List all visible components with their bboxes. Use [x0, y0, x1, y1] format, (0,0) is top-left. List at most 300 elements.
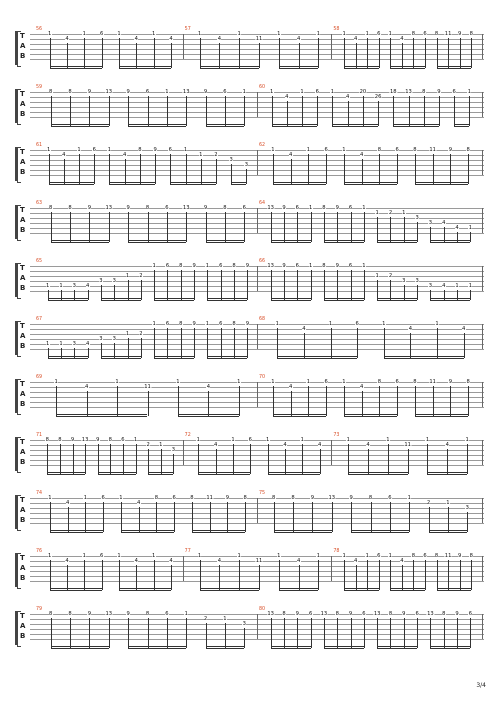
fret-number: 1: [205, 263, 210, 269]
note-stem: [427, 444, 428, 474]
note-stem: [302, 444, 303, 474]
fret-number: 1: [199, 152, 203, 158]
note-beam: [170, 182, 216, 183]
fret-number: 9: [96, 437, 100, 443]
barline: [482, 440, 483, 465]
fret-number: 11: [429, 379, 436, 385]
fret-number: 4: [85, 341, 90, 347]
fret-number: 1: [237, 553, 241, 559]
note-stem: [468, 386, 469, 416]
note-beam: [109, 184, 155, 185]
note-stem: [109, 96, 110, 126]
note-beam: [348, 474, 407, 475]
note-beam: [274, 530, 332, 531]
tab-clef-letter: T: [20, 438, 25, 446]
tab-clef: [14, 378, 28, 414]
fret-number: 1: [54, 379, 58, 385]
fret-number: 8: [68, 611, 72, 617]
fret-number: 8: [45, 437, 49, 443]
staff-line: [30, 59, 484, 60]
measure-number: 79: [36, 607, 43, 612]
fret-number: 6: [377, 553, 381, 559]
fret-number: 4: [318, 442, 322, 448]
fret-number: 1: [197, 31, 202, 37]
note-stem: [467, 444, 468, 474]
fret-number: 1: [300, 437, 304, 443]
note-stem: [367, 560, 368, 590]
note-beam: [48, 356, 88, 357]
note-beam: [178, 414, 239, 415]
fret-number: 1: [435, 321, 439, 327]
note-stem: [379, 386, 380, 416]
note-beam: [192, 532, 245, 533]
note-stem: [136, 43, 137, 68]
tab-clef-letter: B: [20, 168, 26, 176]
note-stem: [284, 212, 285, 242]
tab-clef-letter: T: [20, 90, 25, 98]
fret-number: 1: [125, 331, 130, 337]
fret-number: 13: [320, 611, 328, 617]
fret-number: 1: [275, 321, 279, 327]
note-stem: [103, 502, 104, 532]
note-stem: [388, 444, 389, 474]
note-stem: [318, 560, 319, 590]
fret-number: 6: [295, 205, 299, 211]
note-stem: [425, 38, 426, 68]
note-beam: [128, 646, 186, 647]
fret-number: 13: [267, 263, 274, 269]
fret-number: 2: [139, 331, 143, 337]
note-beam: [119, 68, 171, 69]
measure-number: 72: [184, 433, 191, 438]
note-stem: [178, 386, 179, 416]
barline: [257, 150, 258, 175]
note-beam: [279, 66, 319, 67]
fret-number: 1: [82, 553, 86, 559]
tab-clef-letter: A: [20, 42, 26, 50]
fret-number: 6: [415, 611, 419, 617]
fret-number: 3: [415, 278, 419, 284]
fret-number: 1: [152, 321, 156, 327]
note-stem: [390, 280, 391, 300]
fret-number: 4: [302, 326, 306, 332]
staff-line: [30, 233, 484, 234]
note-stem: [326, 154, 327, 184]
fret-number: 9: [295, 611, 299, 617]
note-beam: [49, 184, 95, 185]
tab-clef-letter: T: [20, 612, 25, 620]
measure-number: 69: [36, 375, 43, 380]
fret-number: 8: [466, 147, 470, 153]
fret-number: 1: [242, 89, 246, 95]
fret-number: 20: [359, 89, 367, 95]
fret-number: 8: [422, 89, 426, 95]
note-stem: [233, 444, 234, 474]
note-stem: [297, 618, 298, 648]
fret-number: 13: [267, 205, 274, 211]
fret-number: 4: [359, 384, 364, 390]
note-beam: [128, 648, 186, 649]
note-stem: [271, 618, 272, 648]
note-stem: [194, 270, 195, 300]
note-beam: [154, 300, 194, 301]
note-beam: [206, 242, 245, 243]
fret-number: 6: [395, 147, 399, 153]
note-stem: [239, 386, 240, 416]
barline: [183, 440, 184, 465]
staff-line: [30, 291, 484, 292]
note-beam: [148, 472, 173, 473]
fret-number: 6: [172, 495, 176, 501]
fret-number: 9: [87, 611, 92, 617]
note-stem: [409, 502, 410, 532]
fret-number: 4: [288, 152, 293, 158]
fret-number: 8: [368, 495, 373, 501]
note-beam: [273, 182, 326, 183]
barline: [257, 614, 258, 639]
fret-number: 9: [126, 205, 130, 211]
fret-number: 1: [119, 495, 123, 501]
fret-number: 1: [308, 205, 313, 211]
note-stem: [409, 96, 410, 126]
note-stem: [364, 270, 365, 300]
note-stem: [89, 618, 90, 648]
note-beam: [348, 472, 407, 473]
note-beam: [198, 472, 250, 473]
note-stem: [221, 270, 222, 300]
fret-number: 6: [388, 495, 392, 501]
note-stem: [348, 444, 349, 474]
note-stem: [271, 270, 272, 300]
fret-number: 8: [413, 147, 417, 153]
fret-number: 6: [219, 321, 223, 327]
tab-clef: [14, 494, 28, 530]
note-beam: [324, 240, 364, 241]
fret-number: 1: [266, 437, 270, 443]
note-stem: [417, 222, 418, 242]
fret-number: 2: [388, 273, 393, 279]
note-stem: [437, 560, 438, 590]
note-beam: [231, 182, 246, 183]
fret-number: 4: [455, 225, 459, 231]
note-stem: [367, 38, 368, 68]
note-beam: [384, 358, 464, 359]
note-stem: [397, 386, 398, 416]
fret-number: 1: [425, 437, 430, 443]
note-beam: [231, 184, 246, 185]
fret-number: 2: [426, 500, 431, 506]
note-stem: [68, 507, 69, 532]
barline: [482, 266, 483, 291]
fret-number: 1: [117, 31, 121, 37]
fret-number: 6: [355, 321, 359, 327]
fret-number: 4: [169, 558, 173, 564]
note-stem: [50, 38, 51, 68]
fret-number: 6: [121, 437, 125, 443]
note-stem: [448, 507, 449, 532]
note-beam: [207, 356, 247, 357]
note-beam: [200, 66, 259, 67]
measure-number: 57: [184, 27, 191, 32]
fret-number: 1: [48, 31, 52, 37]
note-stem: [348, 101, 349, 126]
note-stem: [299, 565, 300, 590]
fret-number: 9: [448, 379, 453, 385]
fret-number: 1: [277, 31, 281, 37]
note-beam: [128, 242, 186, 243]
note-stem: [51, 212, 52, 242]
fret-number: 8: [145, 205, 150, 211]
note-stem: [109, 212, 110, 242]
fret-number: 3: [415, 215, 419, 221]
fret-number: 4: [62, 152, 66, 158]
note-stem: [311, 618, 312, 648]
fret-number: 9: [192, 263, 196, 269]
fret-number: 9: [282, 205, 286, 211]
barline: [257, 382, 258, 407]
barline: [482, 92, 483, 117]
note-beam: [51, 124, 109, 125]
note-stem: [259, 565, 260, 590]
measure-number: 58: [333, 27, 340, 32]
staff-line: [30, 34, 484, 35]
fret-number: 9: [335, 205, 339, 211]
note-stem: [317, 96, 318, 126]
note-stem: [186, 96, 187, 126]
note-stem: [279, 560, 280, 590]
note-stem: [390, 618, 391, 648]
tab-system: [14, 317, 484, 356]
note-stem: [84, 38, 85, 68]
note-stem: [64, 159, 65, 184]
fret-number: 9: [458, 31, 462, 37]
note-stem: [404, 618, 405, 648]
note-stem: [216, 449, 217, 474]
measure-number: 75: [259, 491, 266, 496]
fret-number: 6: [223, 89, 227, 95]
tab-clef-letter: B: [20, 632, 26, 640]
note-beam: [427, 474, 467, 475]
note-stem: [444, 618, 445, 648]
note-stem: [247, 328, 248, 358]
note-stem: [70, 96, 71, 126]
note-stem: [390, 217, 391, 242]
fret-number: 1: [467, 89, 472, 95]
tab-clef: [14, 610, 28, 646]
note-beam: [128, 124, 186, 125]
fret-number: 6: [248, 437, 252, 443]
fret-number: 1: [306, 379, 311, 385]
staff-line: [30, 556, 484, 557]
note-stem: [171, 43, 172, 68]
note-beam: [198, 474, 250, 475]
note-beam: [415, 414, 468, 415]
fret-number: 8: [108, 437, 112, 443]
note-beam: [351, 530, 409, 531]
note-beam: [324, 648, 364, 649]
fret-number: 1: [308, 263, 313, 269]
fret-number: 13: [267, 611, 274, 617]
fret-number: 11: [255, 36, 263, 42]
fret-number: 8: [145, 611, 150, 617]
note-beam: [51, 240, 109, 241]
note-stem: [332, 502, 333, 532]
fret-number: 8: [179, 263, 183, 269]
fret-number: 8: [434, 553, 439, 559]
note-stem: [299, 43, 300, 68]
fret-number: 4: [214, 442, 218, 448]
fret-number: 4: [134, 36, 138, 42]
measure-number: 66: [259, 259, 266, 264]
tab-clef-letter: T: [20, 322, 25, 330]
fret-number: 3: [244, 162, 249, 168]
tab-clef-letter: A: [20, 332, 26, 340]
note-stem: [88, 348, 89, 358]
fret-number: 6: [145, 89, 150, 95]
measure-number: 74: [36, 491, 43, 496]
note-beam: [437, 590, 472, 591]
note-stem: [136, 565, 137, 590]
note-stem: [378, 101, 379, 126]
note-stem: [170, 154, 171, 184]
note-stem: [51, 618, 52, 648]
measure-number: 59: [36, 85, 43, 90]
fret-number: 8: [335, 611, 339, 617]
fret-number: 1: [46, 147, 51, 153]
note-beam: [415, 416, 468, 417]
fret-number: 13: [182, 205, 190, 211]
note-stem: [206, 96, 207, 126]
fret-number: 1: [362, 205, 366, 211]
staff-line: [30, 566, 484, 567]
fret-number: 1: [117, 553, 121, 559]
fret-number: 1: [83, 495, 88, 501]
note-beam: [430, 648, 470, 649]
fret-number: 3: [242, 621, 246, 627]
fret-number: 6: [101, 495, 105, 501]
note-stem: [430, 618, 431, 648]
note-beam: [51, 242, 109, 243]
fret-number: 9: [87, 89, 92, 95]
measure-number: 61: [36, 143, 43, 148]
note-beam: [324, 298, 364, 299]
note-stem: [351, 212, 352, 242]
fret-number: 1: [346, 437, 350, 443]
tab-system: [14, 491, 484, 530]
fret-number: 9: [448, 147, 453, 153]
note-stem: [51, 96, 52, 126]
fret-number: 9: [203, 89, 208, 95]
note-stem: [351, 502, 352, 532]
note-stem: [273, 154, 274, 184]
note-beam: [119, 590, 171, 591]
note-beam: [377, 300, 417, 301]
fret-number: 1: [197, 553, 202, 559]
tab-clef-letter: T: [20, 32, 25, 40]
note-stem: [390, 502, 391, 532]
note-stem: [297, 270, 298, 300]
fret-number: 4: [283, 442, 287, 448]
note-stem: [155, 154, 156, 184]
fret-number: 4: [462, 326, 466, 332]
fret-number: 6: [348, 263, 353, 269]
fret-number: 4: [136, 500, 141, 506]
fret-number: 3: [171, 447, 176, 453]
note-stem: [245, 502, 246, 532]
fret-number: 1: [328, 321, 333, 327]
fret-number: 8: [411, 31, 416, 37]
fret-number: 8: [291, 495, 295, 501]
note-stem: [268, 444, 269, 474]
fret-number: 4: [288, 384, 293, 390]
fret-number: 1: [342, 147, 346, 153]
note-stem: [311, 270, 312, 300]
note-stem: [377, 618, 378, 648]
barline: [482, 324, 483, 349]
note-stem: [225, 96, 226, 126]
tab-clef-letter: T: [20, 148, 25, 156]
note-stem: [89, 96, 90, 126]
note-stem: [324, 270, 325, 300]
fret-number: 1: [125, 273, 130, 279]
note-stem: [337, 212, 338, 242]
tab-system: [14, 85, 484, 124]
fret-number: 11: [404, 442, 411, 448]
fret-number: 8: [49, 611, 53, 617]
note-beam: [437, 66, 472, 67]
fret-number: 6: [165, 263, 170, 269]
note-beam: [430, 646, 470, 647]
note-beam: [279, 68, 319, 69]
note-stem: [186, 154, 187, 184]
note-beam: [50, 66, 102, 67]
note-stem: [402, 565, 403, 590]
staff-line: [30, 54, 484, 55]
note-beam: [206, 126, 245, 127]
note-stem: [284, 270, 285, 300]
note-beam: [50, 530, 103, 531]
note-stem: [221, 328, 222, 358]
fret-number: 8: [322, 205, 326, 211]
staff-line: [30, 117, 484, 118]
fret-number: 8: [49, 205, 53, 211]
fret-number: 8: [377, 147, 382, 153]
fret-number: 9: [349, 495, 353, 501]
tab-clef-letter: A: [20, 506, 26, 514]
note-stem: [148, 391, 149, 416]
note-stem: [167, 270, 168, 300]
tab-system: [14, 259, 484, 298]
fret-number: 2: [146, 442, 150, 448]
note-stem: [250, 444, 251, 474]
note-stem: [216, 159, 217, 184]
fret-number: 8: [411, 553, 416, 559]
tab-clef: [14, 146, 28, 182]
note-beam: [377, 240, 417, 241]
fret-number: 4: [84, 384, 89, 390]
note-beam: [207, 298, 247, 299]
note-stem: [464, 333, 465, 358]
note-beam: [200, 68, 259, 69]
tab-clef: [14, 204, 28, 240]
fret-number: 6: [295, 263, 299, 269]
note-beam: [332, 124, 378, 125]
note-stem: [291, 159, 292, 184]
measure-number: 63: [36, 201, 43, 206]
fret-number: 8: [68, 89, 72, 95]
note-stem: [344, 154, 345, 184]
note-stem: [139, 507, 140, 532]
